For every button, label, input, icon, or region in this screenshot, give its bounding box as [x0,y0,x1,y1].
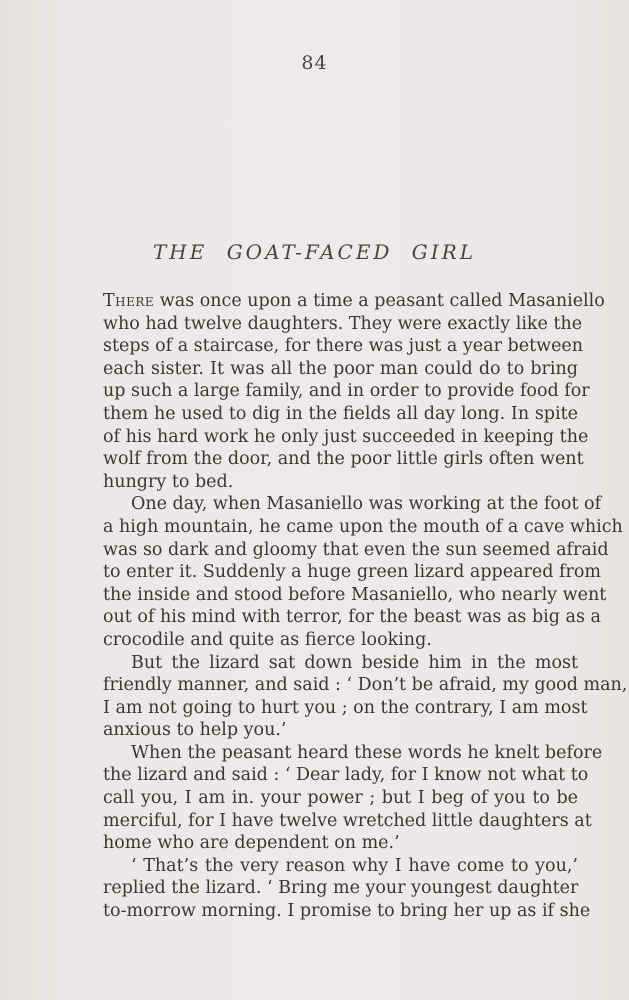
text-line: them he used to dig in the fields all day long. In spite [103,403,578,424]
text-line: anxious to help you.’ [103,720,287,741]
text-line: When the peasant heard these words he knelt before [131,742,603,763]
text-line: to-morrow morning. I promise to bring her up as if she [103,901,591,922]
story-text [103,290,628,923]
text-line: But the lizard sat down beside him in the most [131,652,578,673]
text-line: out of his mind with terror, for the beast was as big as a [103,607,601,628]
text-line: There was once upon a time a peasant called Masaniello [103,291,605,311]
text-line: who had twelve daughters. They were exactly like the [103,313,583,334]
text-line: home who are dependent on me.’ [103,833,400,854]
opening-word: There [103,291,155,311]
text-line: replied the lizard. ‘ Bring me your youngest daughter [103,878,579,899]
text-line: hungry to bed. [103,471,234,492]
text-line: One day, when Masaniello was working at the foot of [131,494,602,515]
text-line: up such a large family, and in order to provide food for [103,381,590,402]
page-number: 84 [301,52,328,74]
text-line: merciful, for I have twelve wretched little daughters at [103,810,592,831]
text-line: wolf from the door, and the poor little girls often went [103,449,584,470]
text-line: of his hard work he only just succeeded in keeping the [103,426,589,447]
text-line: a high mountain, he came upon the mouth of a cave which [103,516,623,537]
text-line: steps of a staircase, for there was just a year between [103,336,584,357]
chapter-title: THE GOAT-FACED GIRL [152,240,477,264]
text-line: to enter it. Suddenly a huge green lizard appeared from [103,562,602,583]
text-line: call you, I am in. your power ; but I beg of you to be [103,788,578,809]
text-line: friendly manner, and said : ‘ Don’t be afraid, my good man, [103,675,628,696]
text-line: the inside and stood before Masaniello, who nearly went [103,584,607,605]
text-line: I am not going to hurt you ; on the contrary, I am most [103,697,588,718]
text-line: the lizard and said : ‘ Dear lady, for I know not what to [103,765,589,786]
text-line: each sister. It was all the poor man could do to bring [103,358,578,379]
text-line: was so dark and gloomy that even the sun seemed afraid [103,539,609,560]
text-line: crocodile and quite as fierce looking. [103,629,432,650]
text-line: ‘ That’s the very reason why I have come to you,’ [131,855,578,876]
